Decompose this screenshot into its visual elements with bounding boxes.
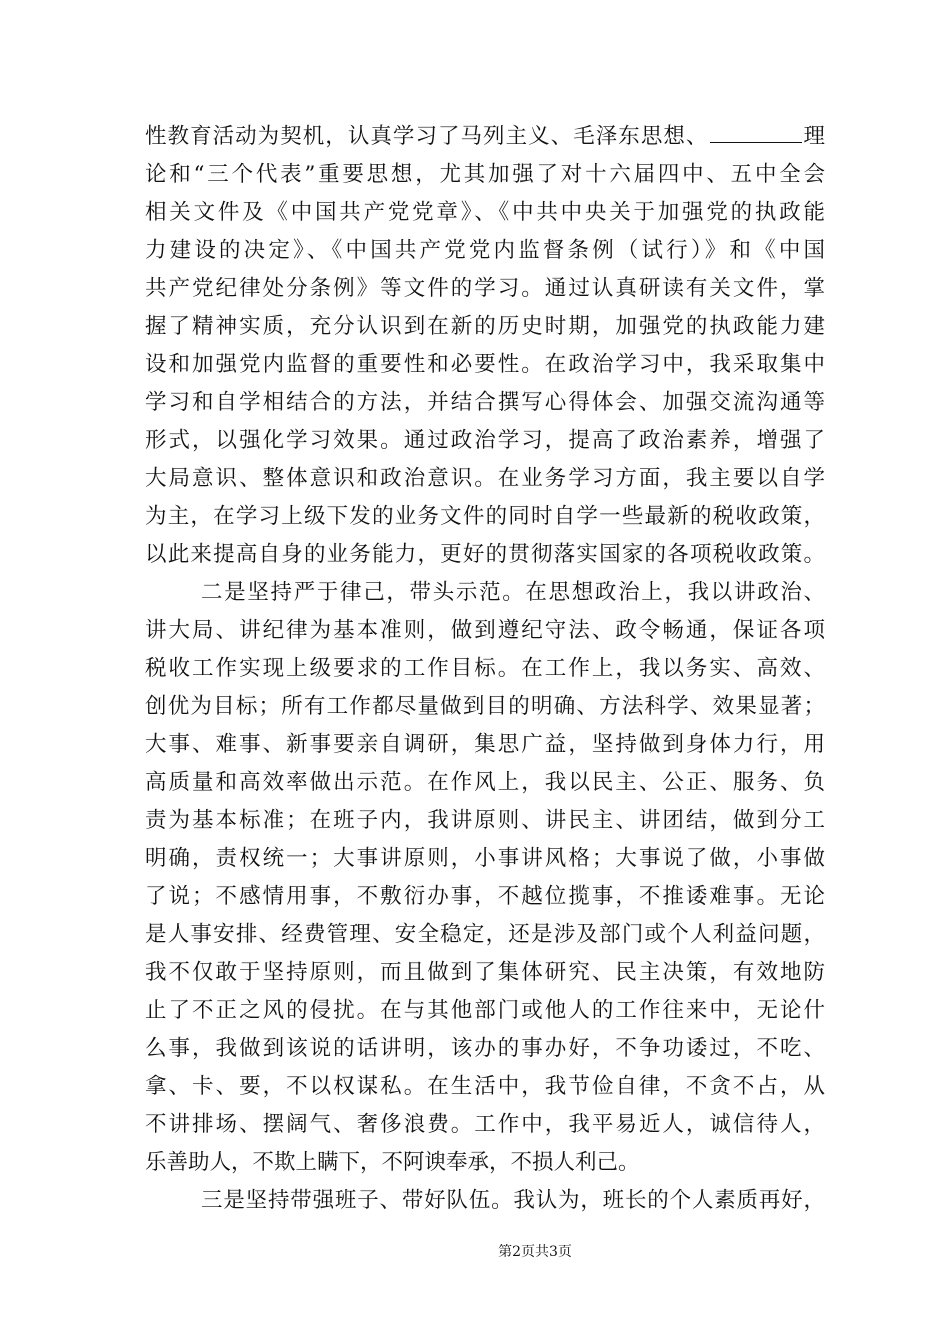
text-line-15: 税收工作实现上级要求的工作目标。在工作上，我以务实、高效、	[145, 656, 825, 681]
text-segment: 理	[802, 124, 825, 149]
text-line-18: 高质量和高效率做出示范。在作风上，我以民主、公正、服务、负	[145, 770, 825, 795]
text-line-8: 学习和自学相结合的方法，并结合撰写心得体会、加强交流沟通等	[145, 390, 825, 415]
text-line-19: 责为基本标准；在班子内，我讲原则、讲民主、讲团结，做到分工	[145, 808, 825, 833]
text-line-5: 共产党纪律处分条例》等文件的学习。通过认真研读有关文件，掌	[145, 276, 825, 301]
text-line-10: 大局意识、整体意识和政治意识。在业务学习方面，我主要以自学	[145, 466, 825, 491]
text-segment: 性教育活动为契机，认真学习了马列主义、毛泽东思想、	[145, 124, 709, 149]
text-line-26: 拿、卡、要，不以权谋私。在生活中，我节俭自律，不贪不占，从	[145, 1074, 825, 1099]
text-line-16: 创优为目标；所有工作都尽量做到目的明确、方法科学、效果显著；	[145, 694, 825, 719]
text-line-7: 设和加强党内监督的重要性和必要性。在政治学习中，我采取集中	[145, 352, 825, 377]
text-line-29: 三是坚持带强班子、带好队伍。我认为，班长的个人素质再好，	[201, 1188, 825, 1213]
fill-in-blank	[710, 122, 802, 143]
document-body	[145, 118, 825, 1220]
text-line-4: 力建设的决定》、《中国共产党党内监督条例（试行）》和《中国	[145, 238, 825, 263]
text-line-6: 握了精神实质，充分认识到在新的历史时期，加强党的执政能力建	[145, 314, 825, 339]
text-line-21: 了说；不感情用事，不敷衍办事，不越位揽事，不推诿难事。无论	[145, 884, 825, 909]
text-line-14: 讲大局、讲纪律为基本准则，做到遵纪守法、政令畅通，保证各项	[145, 618, 825, 643]
text-line-1	[145, 118, 825, 156]
text-line-13: 二是坚持严于律己，带头示范。在思想政治上，我以讲政治、	[201, 580, 825, 605]
text-line-12: 以此来提高自身的业务能力，更好的贯彻落实国家的各项税收政策。	[145, 542, 825, 567]
text-line-11: 为主，在学习上级下发的业务文件的同时自学一些最新的税收政策，	[145, 504, 825, 529]
text-line-20: 明确，责权统一；大事讲原则，小事讲风格；大事说了做，小事做	[145, 846, 825, 871]
text-line-28: 乐善助人，不欺上瞒下，不阿谀奉承，不损人利己。	[145, 1150, 640, 1175]
text-line-2: 论和“三个代表”重要思想，尤其加强了对十六届四中、五中全会	[145, 162, 825, 187]
text-line-27: 不讲排场、摆阔气、奢侈浪费。工作中，我平易近人，诚信待人，	[145, 1112, 825, 1137]
text-line-3: 相关文件及《中国共产党党章》、《中共中央关于加强党的执政能	[145, 200, 825, 225]
text-line-9: 形式，以强化学习效果。通过政治学习，提高了政治素养，增强了	[145, 428, 825, 453]
text-line-17: 大事、难事、新事要亲自调研，集思广益，坚持做到身体力行，用	[145, 732, 825, 757]
text-line-25: 么事，我做到该说的话讲明，该办的事办好，不争功诿过，不吃、	[145, 1036, 825, 1061]
page-number-footer: 第2页共3页	[498, 1244, 572, 1260]
text-line-23: 我不仅敢于坚持原则，而且做到了集体研究、民主决策，有效地防	[145, 960, 825, 985]
text-line-24: 止了不正之风的侵扰。在与其他部门或他人的工作往来中，无论什	[145, 998, 825, 1023]
text-line-22: 是人事安排、经费管理、安全稳定，还是涉及部门或个人利益问题，	[145, 922, 825, 947]
